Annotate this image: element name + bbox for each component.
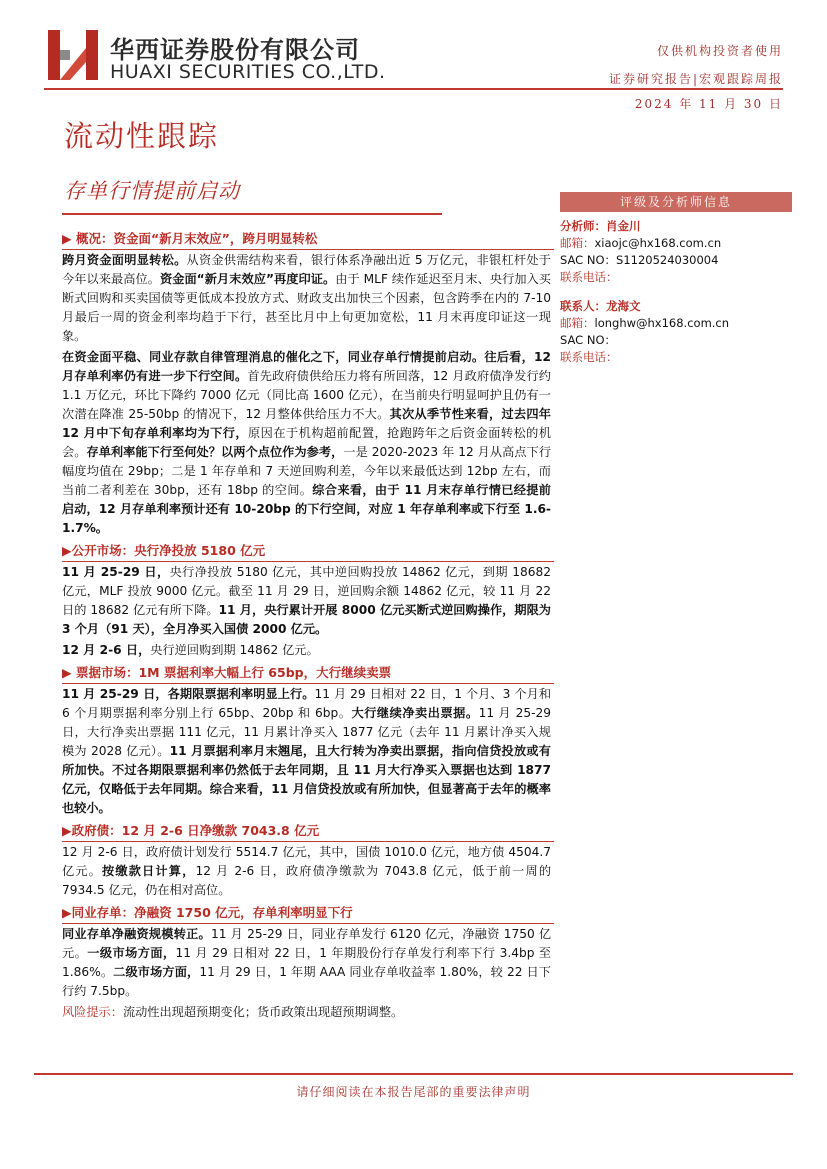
triangle-icon: ▶ (62, 665, 76, 680)
company-name-en: HUAXI SECURITIES CO.,LTD. (110, 61, 386, 83)
contact-email[interactable]: longhw@hx168.com.cn (594, 316, 730, 330)
report-category: 证券研究报告|宏观跟踪周报 (608, 72, 783, 86)
paragraph: 同业存单净融资规模转正。11 月 25-29 日，同业存单发行 6120 亿元，净融资 1750 亿元。一级市场方面，11 月 29 日相对 22 日，1 年期股份行存单发行利率下行 3.4bp 至 1.86%。二级市场方面，11 月 29 日，1 年期 AAA 同业存单收益率 1.80%，较 22 日下行约 7.5bp。 (62, 927, 552, 998)
company-name-cn: 华西证券股份有限公司 (110, 35, 360, 64)
section-head-overview: ▶ 概况：资金面“新月末效应”，跨月明显转松 (62, 229, 551, 248)
huaxi-logo-icon (48, 30, 98, 80)
analyst-info-header: 评级及分析师信息 (560, 192, 792, 212)
footer-divider (34, 1073, 793, 1075)
paragraph: 11 月 25-29 日，各期限票据利率明显上行。11 月 29 日相对 22 日，1 个月、3 个月和 6 个月期票据利率分别上行 65bp、20bp 和 6bp。大行继续净卖出票据。11 月 25-29 日，大行净卖出票据 111 亿元，11 月累计净买入 1877 亿元（去年 11 月累计净买入规模为 2028 亿元）。11 月票据利率月末翘尾，且大行转为净卖出票据，指向信贷投放或有所加快。不过各期限票据利率仍然低于去年同期，且 11 月大行净买入票据也达到 1877 亿元，仅略低于去年同期。综合来看，11 月信贷投放或有所加快，但显著高于去年的概率也较小。 (62, 687, 552, 815)
analyst-email[interactable]: xiaojc@hx168.com.cn (594, 236, 722, 250)
report-date: 2024 年 11 月 30 日 (634, 97, 783, 111)
footer-disclaimer: 请仔细阅读在本报告尾部的重要法律声明 (296, 1085, 531, 1099)
triangle-icon: ▶ (62, 823, 72, 838)
section-head-gov-bond: ▶政府债：12 月 2-6 日净缴款 7043.8 亿元 (62, 821, 551, 840)
section-head-bill: ▶ 票据市场：1M 票据利率大幅上行 65bp，大行继续卖票 (62, 663, 551, 682)
triangle-icon: ▶ (62, 231, 76, 246)
paragraph: 在资金面平稳、同业存款自律管理消息的催化之下，同业存单行情提前启动。往后看，12 月存单利率仍有进一步下行空间。首先政府债供给压力将有所回落，12 月政府债净发行约 1.1 万亿元，环比下降约 7000 亿元（同比高 1600 亿元），在当前央行明显呵护且仍有一次潜在降准 25-50bp 的情况下，12 月整体供给压力不大。其次从季节性来看，过去四年 12 月中下旬存单利率均为下行，原因在于机构超前配置，抢跑跨年之后资金面转松的机会。存单利率能下行至何处？以两个点位作为参考，一是 2020-2023 年 12 月从高点下行幅度均值在 29bp；二是 1 年存单和 7 天逆回购利差，今年以来最低达到 12bp 左右，而当前二者利差在 30bp，还有 18bp 的空间。综合来看，由于 11 月末存单行情已经提前启动，12 月存单利率预计还有 10-20bp 的下行空间，对应 1 年存单利率或下行至 1.6-1.7%。 (62, 350, 552, 535)
contact-block: 联系人：龙海文 邮箱：longhw@hx168.com.cn SAC NO： 联系电话： (560, 299, 730, 364)
section-head-open-market: ▶公开市场：央行净投放 5180 亿元 (62, 541, 551, 560)
section-head-ncd: ▶同业存单：净融资 1750 亿元，存单利率明显下行 (62, 903, 551, 922)
paragraph: 12 月 2-6 日，政府债计划发行 5514.7 亿元，其中，国债 1010.0 亿元，地方债 4504.7 亿元。按缴款日计算，12 月 2-6 日，政府债净缴款为 7043.8 亿元，低于前一周的 7934.5 亿元，仍在相对高位。 (62, 845, 552, 897)
report-subtitle: 存单行情提前启动 (64, 179, 240, 203)
report-title: 流动性跟踪 (64, 119, 220, 153)
analyst-block: 分析师：肖金川 邮箱：xiaojc@hx168.com.cn SAC NO：S1120524030004 联系电话： (560, 219, 722, 284)
audience-note: 仅供机构投资者使用 (656, 44, 783, 58)
main-content (62, 226, 551, 1024)
header-divider (44, 88, 783, 90)
triangle-icon: ▶ (62, 543, 72, 558)
paragraph: 11 月 25-29 日，央行净投放 5180 亿元，其中逆回购投放 14862 亿元，到期 18682 亿元，MLF 投放 9000 亿元。截至 11 月 29 日，逆回购余额 14862 亿元，较 11 月 22 日的 18682 亿元有所下降。11 月，央行累计开展 8000 亿元买断式逆回购操作，期限为 3 个月（91 天），全月净买入国债 2000 亿元。 (62, 565, 551, 636)
triangle-icon: ▶ (62, 905, 72, 920)
risk-note: 风险提示：流动性出现超预期变化；货币政策出现超预期调整。 (62, 1005, 404, 1019)
paragraph: 12 月 2-6 日，央行逆回购到期 14862 亿元。 (62, 643, 319, 657)
paragraph: 跨月资金面明显转松。从资金供需结构来看，银行体系净融出近 5 万亿元，非银杠杆处于今年以来最高位。资金面“新月末效应”再度印证。由于 MLF 续作延迟至月末、央行加入买断式回购和买卖国债等更低成本投放方式、财政支出加快三个因素，包含跨季在内的 7-10 月最后一周的资金利率均趋于下行，甚至比月中上旬更加宽松，11 月末再度印证这一现象。 (62, 253, 551, 343)
subtitle-underline (62, 213, 442, 215)
